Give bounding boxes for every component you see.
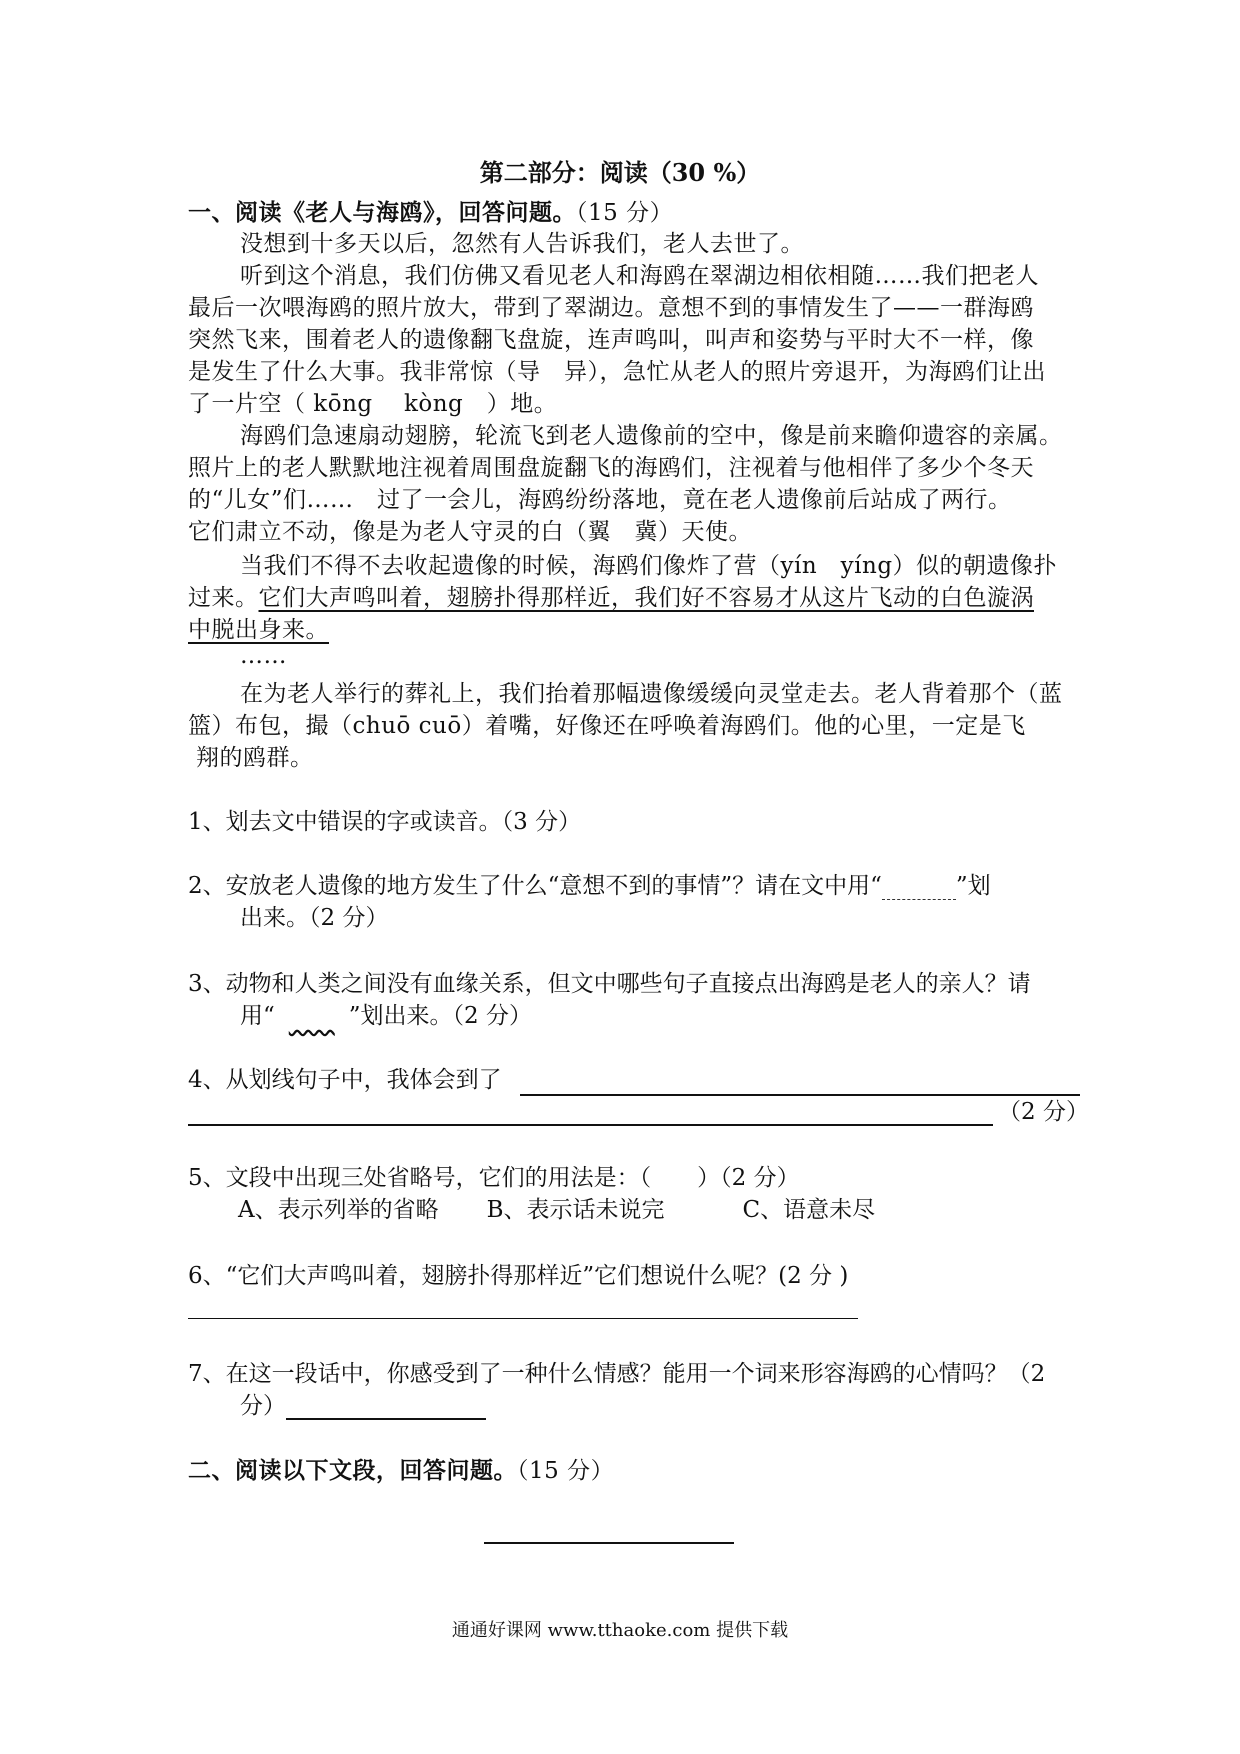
- underlined-sentence: 中脱出身来。: [188, 617, 329, 643]
- divider-line: [484, 1542, 734, 1544]
- wavy-line-sample: [275, 1003, 349, 1029]
- passage-line: 篮）布包，撮（chuō cuō）着嘴，好像还在呼唤着海鸥们。他的心里，一定是飞: [188, 713, 1026, 739]
- answer-line[interactable]: [520, 1094, 1080, 1096]
- passage-line: 没想到十多天以后，忽然有人告诉我们，老人去世了。: [240, 231, 804, 257]
- passage-line: 听到这个消息，我们仿佛又看见老人和海鸥在翠湖边相依相随……我们把老人: [240, 263, 1039, 289]
- passage-line: 的“儿女”们…… 过了一会儿，海鸥纷纷落地，竟在老人遗像前后站成了两行。: [188, 487, 1012, 513]
- question-4-score: （2 分）: [998, 1099, 1089, 1125]
- passage-text: 过来。: [188, 585, 259, 611]
- passage-line: 照片上的老人默默地注视着周围盘旋翻飞的海鸥们，注视着与他相伴了多少个冬天: [188, 455, 1034, 481]
- section2-heading: [188, 1454, 1088, 1488]
- section1-score: （15 分）: [576, 200, 674, 226]
- question-7: 7、在这一段话中，你感受到了一种什么情感？能用一个词来形容海鸥的心情吗？（2: [188, 1361, 1046, 1387]
- question-3: 3、动物和人类之间没有血缘关系，但文中哪些句子直接点出海鸥是老人的亲人？请: [188, 971, 1031, 997]
- passage-line: 了一片空（ kōng kòng ）地。: [188, 391, 558, 417]
- option-b: B、表示话未说完: [486, 1197, 665, 1223]
- dotted-line-sample: [882, 873, 956, 900]
- passage-line: [188, 582, 1088, 615]
- passage-line: 最后一次喂海鸥的照片放大，带到了翠湖边。意想不到的事情发生了——一群海鸥: [188, 295, 1034, 321]
- page-title: 第二部分：阅读（30 %）: [479, 158, 761, 187]
- section1-heading-text: 一、阅读《老人与海鸥》，回答问题。: [188, 199, 576, 226]
- section2-score: （15 分）: [517, 1458, 615, 1484]
- underlined-sentence: 它们大声鸣叫着，翅膀扑得那样近，我们好不容易才从这片飞动的白色漩涡: [258, 585, 1034, 611]
- question-1: 1、划去文中错误的字或读音。（3 分）: [188, 809, 582, 835]
- passage-line: 是发生了什么大事。我非常惊（导 异），急忙从老人的照片旁退开，为海鸥们让出: [188, 359, 1046, 385]
- question-3-text: 用“: [240, 1003, 275, 1029]
- option-c: C、语意未尽: [742, 1197, 876, 1223]
- passage-line: 在为老人举行的葬礼上，我们抬着那幅遗像缓缓向灵堂走去。老人背着那个（蓝: [240, 681, 1063, 707]
- passage-line: 它们肃立不动，像是为老人守灵的白（翼 冀）天使。: [188, 519, 752, 545]
- question-6: 6、“它们大声鸣叫着，翅膀扑得那样近”它们想说什么呢？(2 分 ): [188, 1263, 849, 1289]
- footer-text: 通通好课网 www.tthaoke.com 提供下载: [451, 1620, 789, 1641]
- section1-heading: [188, 196, 1088, 230]
- section2-heading-text: 二、阅读以下文段，回答问题。: [188, 1457, 517, 1484]
- question-2-text: 2、安放老人遗像的地方发生了什么“意想不到的事情”？请在文中用“: [188, 873, 882, 899]
- question-3-text-end: ”划出来。（2 分）: [348, 1003, 532, 1029]
- option-a: A、表示列举的省略: [238, 1197, 439, 1223]
- question-2-cont: 出来。（2 分）: [240, 905, 389, 931]
- passage-line: 海鸥们急速扇动翅膀，轮流飞到老人遗像前的空中，像是前来瞻仰遗容的亲属。: [240, 423, 1063, 449]
- passage-line: 当我们不得不去收起遗像的时候，海鸥们像炸了营（yín yíng）似的朝遗像扑: [240, 553, 1058, 579]
- question-3-cont: [240, 1000, 1140, 1033]
- answer-line[interactable]: [286, 1418, 486, 1420]
- question-5: 5、文段中出现三处省略号，它们的用法是：（ ）（2 分）: [188, 1165, 800, 1191]
- question-7-cont: 分）: [240, 1393, 286, 1419]
- passage-line: 突然飞来，围着老人的遗像翻飞盘旋，连声鸣叫，叫声和姿势与平时大不一样，像: [188, 327, 1034, 353]
- passage-line: 翔的鸥群。: [196, 745, 314, 771]
- answer-line[interactable]: [188, 1318, 858, 1319]
- question-2-text-end: ”划: [955, 873, 991, 899]
- answer-line[interactable]: [188, 1124, 993, 1126]
- ellipsis-line: ……: [240, 643, 287, 669]
- question-2: [188, 870, 1088, 903]
- question-4: 4、从划线句子中，我体会到了: [188, 1067, 502, 1093]
- question-5-options: [238, 1194, 1138, 1227]
